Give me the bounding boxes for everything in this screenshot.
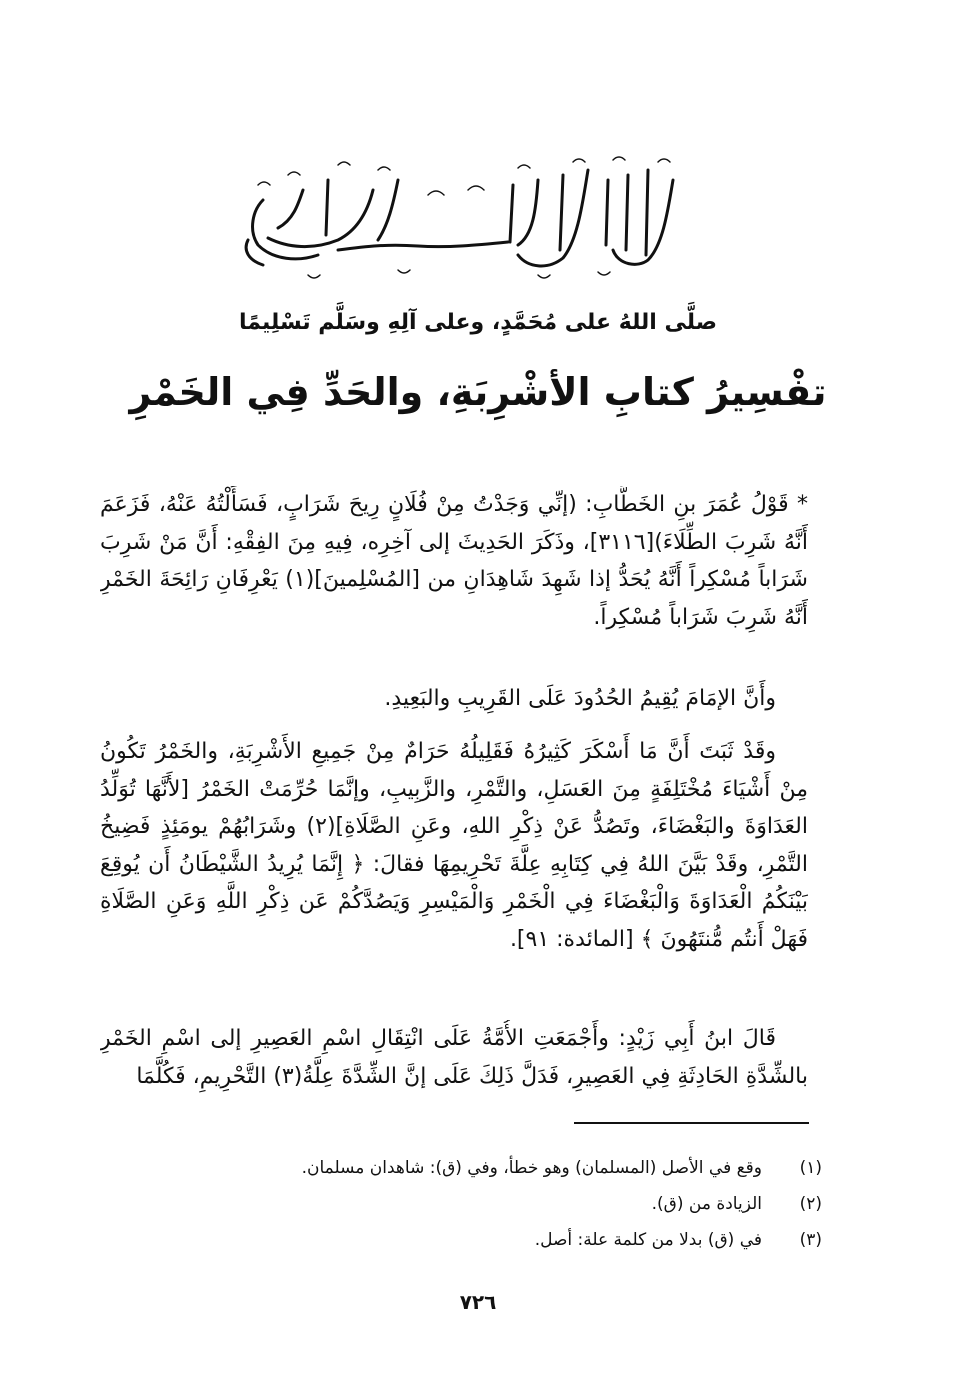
chapter-title: تفْسِيرُ كتابِ الأشْرِبَةِ، والحَدِّ فِي الخَمْرِ: [129, 370, 827, 414]
paragraph-3: وقَدْ ثَبَتَ أَنَّ مَا أَسْكَرَ كَثِيرُهُ فَقَلِيلُهُ حَرَامٌ مِنْ جَمِيعِ الأَشْرِبَةِ، والخَمْرُ تَكُونُ مِنْ أَشْيَاءَ مُخْتَلِفَةٍ مِنَ العَسَلِ، والتَّمْرِ، والزَّبِيبِ، وإنَّمَا حُرِّمَتْ الخَمْرُ [لأَنَّهَا تُوَلِّدُ العَدَاوَةَ والبَغْضَاءَ، وتَصُدُّ عَنْ ذِكْرِ اللهِ، وعَنِ الصَّلَاةِ](٢) وشَرَابُهُمْ يومَئِذٍ فَضِيخُ التَّمْرِ، وقَدْ بَيَّنَ اللهُ فِي كِتَابِهِ عِلَّةَ تَحْرِيمِهَا فقالَ: ﴿ إِنَّمَا يُرِيدُ الشَّيْطَانُ أَن يُوقِعَ بَيْنَكُمُ الْعَدَاوَةَ وَالْبَغْضَاءَ فِي الْخَمْرِ وَالْمَيْسِرِ وَيَصُدَّكُمْ عَن ذِكْرِ اللَّهِ وَعَنِ الصَّلَاةِ فَهَلْ أَنتُم مُّنتَهُونَ ﴾ [المائدة: ٩١].: [100, 739, 808, 952]
page-number: ٧٢٦: [459, 1290, 497, 1314]
basmala-calligraphy-image: [218, 150, 688, 285]
paragraph-1: * قَوْلُ عُمَرَ بنِ الخَطَّابِ: (إنِّي وَجَدْتُ مِنْ فُلَانٍ رِيحَ شَرَابٍ، فَسَأَلْتُهُ عَنْهُ، فَزَعَمَ أَنَّهُ شَرِبَ الطِّلَاءَ)[٣١١٦]، وذَكَرَ الحَدِيثَ إلى آخِرِه، فِيهِ مِنَ الفِقْهِ: أَنَّ مَنْ شَرِبَ شَرَاباً مُسْكِراً أَنَّهُ يُحَدُّ إذا شَهِدَ شَاهِدَانِ من [المُسْلِمينَ](١) يَعْرِفَانِ رَائِحَةَ الخَمْرِ أَنَّهُ شَرِبَ شَرَاباً مُسْكِراً.: [100, 492, 808, 630]
footnote-2: [200, 1186, 822, 1222]
basmala-calligraphy: [218, 150, 688, 285]
footnote-number: (٢): [799, 1194, 822, 1214]
footnote-separator: [574, 1122, 809, 1124]
footnote-1: [200, 1150, 822, 1186]
blessing-line: صلَّى اللهُ على مُحَمَّدٍ، وعلى آلِهِ وسَلَّم تَسْلِيمًا: [238, 310, 718, 335]
paragraph-4: قَالَ ابنُ أَبِي زَيْدٍ: وأَجْمَعَتِ الأُمَّةُ عَلَى انْتِقَالِ اسْمِ العَصِيرِ إلى اسْمِ الخَمْرِ بالشِّدَّةِ الحَادِثَةِ فِي العَصِيرِ، فَدَلَّ ذَلِكَ عَلَى إنَّ الشِّدَّةَ عِلَّةُ(٣) التَّحْرِيمِ، فَكُلَّمَا: [100, 1026, 808, 1089]
footnote-text: في (ق) بدلا من كلمة علة: أصل.: [534, 1230, 762, 1250]
footnote-number: (١): [799, 1158, 822, 1178]
footnote-text: الزيادة من (ق).: [651, 1194, 762, 1214]
footnote-number: (٣): [799, 1230, 822, 1250]
footnotes: [200, 1150, 822, 1258]
paragraph-2: وأَنَّ الإمَامَ يُقِيمُ الحُدُودَ عَلَى القَرِيبِ والبَعِيدِ.: [384, 686, 776, 711]
footnote-3: [200, 1222, 822, 1258]
footnote-text: وقع في الأصل (المسلمان) وهو خطأ، وفي (ق): شاهدان مسلمان.: [301, 1158, 762, 1178]
